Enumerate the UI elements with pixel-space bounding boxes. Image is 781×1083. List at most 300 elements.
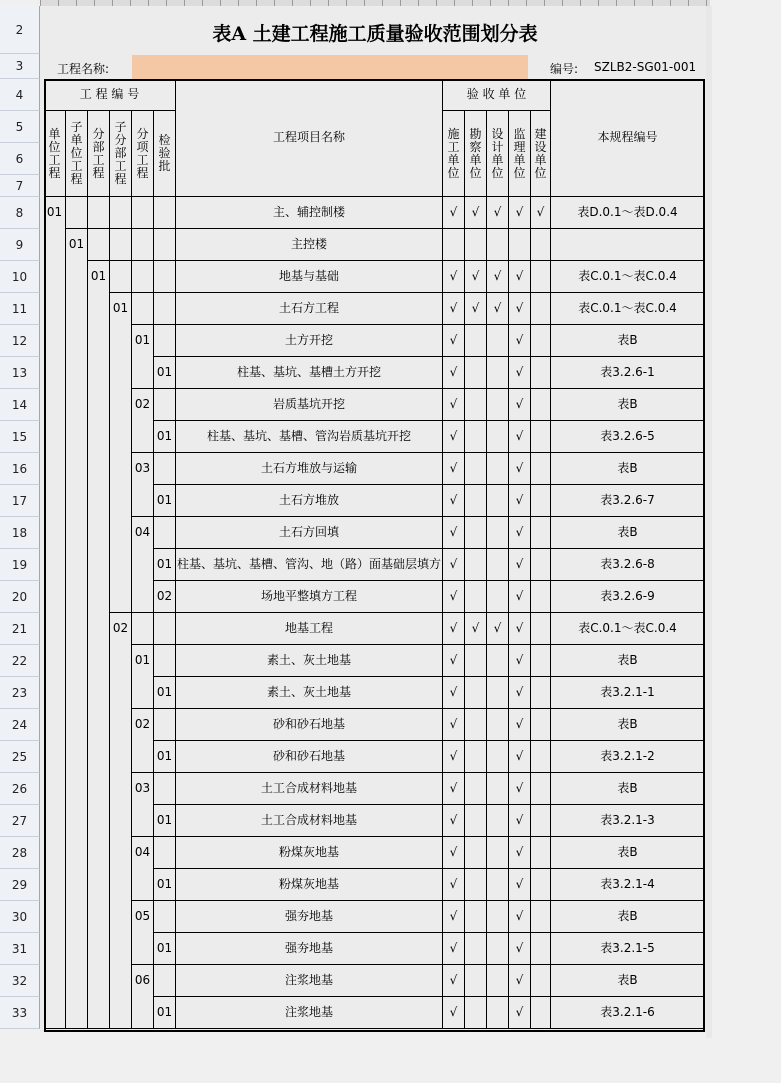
item-name-cell[interactable]: 主控楼 [176,229,443,261]
spec-no-cell[interactable]: 表3.2.1-5 [551,933,705,965]
accept-check-cell[interactable] [531,261,551,293]
accept-check-cell[interactable] [487,357,509,389]
code-cell[interactable]: 03 [132,453,154,517]
item-name-cell[interactable]: 土工合成材料地基 [176,773,443,805]
accept-check-cell[interactable] [531,325,551,357]
code-cell[interactable] [88,197,110,229]
accept-check-cell[interactable] [465,517,487,549]
item-name-cell[interactable]: 粉煤灰地基 [176,837,443,869]
spec-no-cell[interactable]: 表3.2.1-3 [551,805,705,837]
row-header[interactable]: 14 [0,389,40,421]
row-header[interactable]: 11 [0,293,40,325]
accept-check-cell[interactable] [443,773,465,805]
item-name-cell[interactable]: 岩质基坑开挖 [176,389,443,421]
accept-check-cell[interactable] [465,389,487,421]
row-header[interactable]: 33 [0,997,40,1029]
row-header[interactable]: 10 [0,261,40,293]
accept-check-cell[interactable] [443,837,465,869]
item-name-cell[interactable]: 注浆地基 [176,965,443,997]
row-header[interactable]: 16 [0,453,40,485]
header-accept-col-label: 建设单位 [534,126,547,180]
accept-check-cell[interactable] [509,837,531,869]
check-mark-icon: √ [515,493,524,507]
accept-check-cell[interactable] [509,869,531,901]
accept-check-cell[interactable] [443,613,465,645]
project-name-input[interactable] [132,55,528,79]
item-name-cell[interactable]: 土方开挖 [176,325,443,357]
spec-no-cell[interactable]: 表3.2.6-7 [551,485,705,517]
accept-check-cell[interactable] [509,581,531,613]
accept-check-cell[interactable] [443,741,465,773]
accept-check-cell[interactable] [531,805,551,837]
accept-check-cell[interactable] [443,709,465,741]
code-cell[interactable] [154,901,176,933]
code-cell[interactable] [132,261,154,293]
row-header[interactable]: 24 [0,709,40,741]
check-mark-icon: √ [536,205,545,219]
accept-check-cell[interactable] [531,421,551,453]
accept-check-cell[interactable] [443,517,465,549]
code-cell[interactable] [88,229,110,261]
spec-no-cell[interactable]: 表B [551,901,705,933]
spec-no-cell[interactable]: 表B [551,837,705,869]
spec-no-cell[interactable]: 表3.2.6-9 [551,581,705,613]
accept-check-cell[interactable] [531,357,551,389]
spec-no-cell[interactable]: 表3.2.1-6 [551,997,705,1029]
accept-check-cell[interactable] [487,261,509,293]
item-name-cell[interactable]: 土石方堆放 [176,485,443,517]
check-mark-icon: √ [515,525,524,539]
spec-no-cell[interactable]: 表3.2.1-2 [551,741,705,773]
header-code-col[interactable] [66,111,88,197]
row-header[interactable]: 21 [0,613,40,645]
code-cell[interactable] [154,837,176,869]
check-mark-icon: √ [515,269,524,283]
accept-check-cell[interactable] [443,677,465,709]
item-name-cell[interactable]: 砂和砂石地基 [176,741,443,773]
accept-check-cell[interactable] [509,997,531,1029]
accept-check-cell[interactable] [509,645,531,677]
row-header[interactable]: 29 [0,869,40,901]
accept-check-cell[interactable] [487,325,509,357]
accept-check-cell[interactable] [509,229,531,261]
code-cell[interactable]: 01 [132,645,154,709]
header-accept-col[interactable] [465,111,487,197]
accept-check-cell[interactable] [443,933,465,965]
accept-check-cell[interactable] [443,325,465,357]
check-mark-icon: √ [515,557,524,571]
accept-check-cell[interactable] [487,901,509,933]
row-header[interactable]: 32 [0,965,40,997]
accept-check-cell[interactable] [487,933,509,965]
item-name-cell[interactable]: 土石方工程 [176,293,443,325]
header-accept-col[interactable] [443,111,465,197]
code-cell[interactable]: 03 [132,773,154,837]
row-header[interactable]: 12 [0,325,40,357]
accept-check-cell[interactable] [443,965,465,997]
code-cell[interactable]: 06 [132,965,154,1029]
code-cell[interactable]: 05 [132,901,154,965]
spec-no-cell[interactable]: 表C.0.1～表C.0.4 [551,261,705,293]
accept-check-cell[interactable] [465,197,487,229]
check-mark-icon: √ [515,973,524,987]
item-name-cell[interactable]: 粉煤灰地基 [176,869,443,901]
spec-no-cell[interactable]: 表3.2.6-8 [551,549,705,581]
accept-check-cell[interactable] [531,677,551,709]
header-item-name[interactable]: 工程项目名称 [176,79,443,197]
code-cell[interactable] [154,325,176,357]
accept-check-cell[interactable] [487,581,509,613]
code-cell[interactable] [110,229,132,261]
accept-check-cell[interactable] [509,197,531,229]
code-cell[interactable]: 02 [132,389,154,453]
accept-check-cell[interactable] [465,901,487,933]
accept-check-cell[interactable] [465,613,487,645]
header-code-col[interactable] [110,111,132,197]
accept-check-cell[interactable] [465,293,487,325]
accept-check-cell[interactable] [509,389,531,421]
header-accept-col[interactable] [509,111,531,197]
spec-no-cell[interactable]: 表3.2.6-5 [551,421,705,453]
row-header[interactable]: 13 [0,357,40,389]
accept-check-cell[interactable] [443,485,465,517]
header-code-col[interactable] [44,111,66,197]
accept-check-cell[interactable] [509,485,531,517]
row-header[interactable]: 6 [0,143,40,175]
accept-check-cell[interactable] [509,805,531,837]
row-header[interactable]: 17 [0,485,40,517]
row-header[interactable]: 20 [0,581,40,613]
accept-check-cell[interactable] [509,613,531,645]
code-cell[interactable]: 01 [154,677,176,709]
accept-check-cell[interactable] [509,549,531,581]
item-name-cell[interactable]: 砂和砂石地基 [176,709,443,741]
item-name-cell[interactable]: 土工合成材料地基 [176,805,443,837]
accept-check-cell[interactable] [487,293,509,325]
code-cell[interactable]: 02 [110,613,132,1029]
code-cell[interactable]: 04 [132,837,154,901]
spec-no-cell[interactable]: 表B [551,773,705,805]
code-cell[interactable] [132,293,154,325]
code-cell[interactable] [154,453,176,485]
accept-check-cell[interactable] [487,229,509,261]
header-accept-col[interactable] [487,111,509,197]
accept-check-cell[interactable] [531,197,551,229]
code-cell[interactable]: 01 [66,229,88,1029]
accept-check-cell[interactable] [531,389,551,421]
row-header[interactable]: 8 [0,197,40,229]
accept-check-cell[interactable] [465,805,487,837]
item-name-cell[interactable]: 土石方回填 [176,517,443,549]
table-title: 表A 土建工程施工质量验收范围划分表 [212,23,538,45]
accept-check-cell[interactable] [531,773,551,805]
header-code-col[interactable] [88,111,110,197]
accept-check-cell[interactable] [509,933,531,965]
accept-check-cell[interactable] [487,421,509,453]
accept-check-cell[interactable] [487,773,509,805]
accept-check-cell[interactable] [509,325,531,357]
accept-check-cell[interactable] [487,869,509,901]
accept-check-cell[interactable] [531,485,551,517]
accept-check-cell[interactable] [465,229,487,261]
header-spec-no[interactable]: 本规程编号 [551,79,705,197]
accept-check-cell[interactable] [443,229,465,261]
row-header[interactable]: 22 [0,645,40,677]
accept-check-cell[interactable] [531,581,551,613]
accept-check-cell[interactable] [465,997,487,1029]
spec-no-cell[interactable]: 表B [551,645,705,677]
accept-check-cell[interactable] [531,965,551,997]
accept-check-cell[interactable] [487,741,509,773]
item-name-cell[interactable]: 柱基、基坑、基槽、管沟、地（路）面基础层填方 [176,549,443,581]
header-code-col[interactable] [132,111,154,197]
accept-check-cell[interactable] [531,549,551,581]
code-cell[interactable]: 04 [132,517,154,613]
code-cell[interactable] [154,613,176,645]
code-cell[interactable]: 01 [154,805,176,837]
accept-check-cell[interactable] [487,389,509,421]
accept-check-cell[interactable] [487,965,509,997]
accept-check-cell[interactable] [465,261,487,293]
accept-check-cell[interactable] [465,357,487,389]
accept-check-cell[interactable] [531,453,551,485]
accept-check-cell[interactable] [443,453,465,485]
spec-no-cell[interactable]: 表B [551,453,705,485]
accept-check-cell[interactable] [509,293,531,325]
accept-check-cell[interactable] [443,261,465,293]
accept-check-cell[interactable] [487,709,509,741]
code-cell[interactable] [154,389,176,421]
accept-check-cell[interactable] [443,389,465,421]
accept-check-cell[interactable] [531,517,551,549]
code-cell[interactable]: 01 [44,197,66,1029]
code-cell[interactable] [110,197,132,229]
accept-check-cell[interactable] [509,357,531,389]
row-header[interactable]: 4 [0,79,40,111]
accept-check-cell[interactable] [465,645,487,677]
accept-check-cell[interactable] [487,677,509,709]
row-header[interactable]: 26 [0,773,40,805]
spec-no-cell[interactable]: 表C.0.1～表C.0.4 [551,293,705,325]
row-header[interactable]: 27 [0,805,40,837]
accept-check-cell[interactable] [465,773,487,805]
item-name-cell[interactable]: 场地平整填方工程 [176,581,443,613]
spec-no-cell[interactable]: 表B [551,517,705,549]
check-mark-icon: √ [449,941,458,955]
accept-check-cell[interactable] [487,517,509,549]
accept-check-cell[interactable] [443,997,465,1029]
code-cell[interactable] [154,517,176,549]
code-cell[interactable]: 01 [88,261,110,1029]
item-name-cell[interactable]: 强夯地基 [176,933,443,965]
accept-check-cell[interactable] [509,261,531,293]
accept-check-cell[interactable] [465,485,487,517]
code-cell[interactable]: 01 [154,933,176,965]
row-header[interactable]: 7 [0,175,40,197]
accept-check-cell[interactable] [531,293,551,325]
code-cell[interactable] [132,613,154,645]
item-name-cell[interactable]: 柱基、基坑、基槽、管沟岩质基坑开挖 [176,421,443,453]
row-header[interactable]: 2 [0,6,40,54]
code-cell[interactable]: 01 [154,741,176,773]
accept-check-cell[interactable] [487,453,509,485]
row-header[interactable]: 15 [0,421,40,453]
spec-no-cell[interactable]: 表3.2.6-1 [551,357,705,389]
item-name-cell[interactable]: 土石方堆放与运输 [176,453,443,485]
code-cell[interactable] [110,261,132,293]
spec-no-cell[interactable]: 表B [551,325,705,357]
accept-check-cell[interactable] [443,901,465,933]
item-name-cell[interactable]: 注浆地基 [176,997,443,1029]
accept-check-cell[interactable] [531,229,551,261]
check-mark-icon: √ [449,653,458,667]
accept-check-cell[interactable] [465,965,487,997]
accept-check-cell[interactable] [509,453,531,485]
code-cell[interactable]: 01 [154,997,176,1029]
code-cell[interactable] [154,709,176,741]
row-header[interactable]: 9 [0,229,40,261]
accept-check-cell[interactable] [487,485,509,517]
accept-check-cell[interactable] [443,869,465,901]
check-mark-icon: √ [515,749,524,763]
header-accept-col[interactable] [531,111,551,197]
code-cell[interactable] [154,965,176,997]
spec-no-cell[interactable]: 表B [551,389,705,421]
accept-check-cell[interactable] [465,741,487,773]
accept-check-cell[interactable] [443,645,465,677]
spec-no-cell[interactable]: 表D.0.1～表D.0.4 [551,197,705,229]
code-cell[interactable] [154,773,176,805]
accept-check-cell[interactable] [531,837,551,869]
code-cell[interactable]: 01 [154,485,176,517]
accept-check-cell[interactable] [487,997,509,1029]
check-mark-icon: √ [449,461,458,475]
accept-check-cell[interactable] [443,549,465,581]
accept-check-cell[interactable] [443,357,465,389]
code-cell[interactable] [154,645,176,677]
accept-check-cell[interactable] [531,997,551,1029]
check-mark-icon: √ [449,781,458,795]
spec-no-cell[interactable]: 表B [551,709,705,741]
accept-check-cell[interactable] [443,421,465,453]
code-cell[interactable]: 01 [154,549,176,581]
accept-check-cell[interactable] [465,869,487,901]
accept-check-cell[interactable] [487,549,509,581]
check-mark-icon: √ [449,589,458,603]
accept-check-cell[interactable] [465,837,487,869]
code-cell[interactable] [154,261,176,293]
spec-no-cell[interactable]: 表B [551,965,705,997]
accept-check-cell[interactable] [509,773,531,805]
accept-check-cell[interactable] [487,197,509,229]
accept-check-cell[interactable] [487,805,509,837]
row-header[interactable]: 3 [0,54,40,79]
row-header[interactable]: 23 [0,677,40,709]
code-cell[interactable] [154,229,176,261]
code-cell[interactable] [154,293,176,325]
row-header[interactable]: 30 [0,901,40,933]
header-code-col[interactable] [154,111,176,197]
accept-check-cell[interactable] [509,901,531,933]
code-cell[interactable]: 01 [154,357,176,389]
accept-check-cell[interactable] [509,741,531,773]
accept-check-cell[interactable] [465,453,487,485]
accept-check-cell[interactable] [465,549,487,581]
row-header[interactable]: 18 [0,517,40,549]
accept-check-cell[interactable] [465,581,487,613]
accept-check-cell[interactable] [487,613,509,645]
header-code-group[interactable]: 工 程 编 号 [44,79,176,111]
accept-check-cell[interactable] [531,901,551,933]
check-mark-icon: √ [515,365,524,379]
accept-check-cell[interactable] [509,517,531,549]
code-cell[interactable]: 02 [154,581,176,613]
accept-check-cell[interactable] [443,293,465,325]
code-cell[interactable]: 01 [110,293,132,613]
accept-check-cell[interactable] [531,645,551,677]
accept-check-cell[interactable] [531,709,551,741]
row-header[interactable]: 28 [0,837,40,869]
row-header[interactable]: 25 [0,741,40,773]
item-name-cell[interactable]: 地基与基础 [176,261,443,293]
item-name-cell[interactable]: 主、辅控制楼 [176,197,443,229]
code-cell[interactable]: 01 [154,869,176,901]
item-name-cell[interactable]: 强夯地基 [176,901,443,933]
header-accept-group[interactable]: 验 收 单 位 [443,79,551,111]
code-cell[interactable] [132,197,154,229]
item-name-cell[interactable]: 素土、灰土地基 [176,677,443,709]
accept-check-cell[interactable] [531,869,551,901]
spec-no-cell[interactable]: 表3.2.1-1 [551,677,705,709]
header-accept-col-label: 设计单位 [491,126,504,180]
accept-check-cell[interactable] [487,645,509,677]
accept-check-cell[interactable] [509,709,531,741]
accept-check-cell[interactable] [531,933,551,965]
code-cell[interactable]: 02 [132,709,154,773]
accept-check-cell[interactable] [509,421,531,453]
row-header[interactable]: 5 [0,111,40,143]
spec-no-cell[interactable]: 表3.2.1-4 [551,869,705,901]
accept-check-cell[interactable] [509,677,531,709]
code-cell[interactable] [66,197,88,229]
spec-no-cell[interactable]: 表C.0.1～表C.0.4 [551,613,705,645]
accept-check-cell[interactable] [443,197,465,229]
code-cell[interactable]: 01 [154,421,176,453]
check-mark-icon: √ [471,621,480,635]
spec-no-cell[interactable] [551,229,705,261]
row-header[interactable]: 19 [0,549,40,581]
code-cell[interactable] [154,197,176,229]
item-name-cell[interactable]: 素土、灰土地基 [176,645,443,677]
check-mark-icon: √ [449,877,458,891]
accept-check-cell[interactable] [487,837,509,869]
accept-check-cell[interactable] [443,581,465,613]
accept-check-cell[interactable] [509,965,531,997]
code-cell[interactable] [132,229,154,261]
accept-check-cell[interactable] [531,741,551,773]
row-header[interactable]: 31 [0,933,40,965]
item-name-cell[interactable]: 柱基、基坑、基槽土方开挖 [176,357,443,389]
accept-check-cell[interactable] [465,421,487,453]
code-cell[interactable]: 01 [132,325,154,389]
accept-check-cell[interactable] [465,325,487,357]
accept-check-cell[interactable] [465,709,487,741]
accept-check-cell[interactable] [465,933,487,965]
accept-check-cell[interactable] [465,677,487,709]
accept-check-cell[interactable] [443,805,465,837]
accept-check-cell[interactable] [531,613,551,645]
item-name-cell[interactable]: 地基工程 [176,613,443,645]
